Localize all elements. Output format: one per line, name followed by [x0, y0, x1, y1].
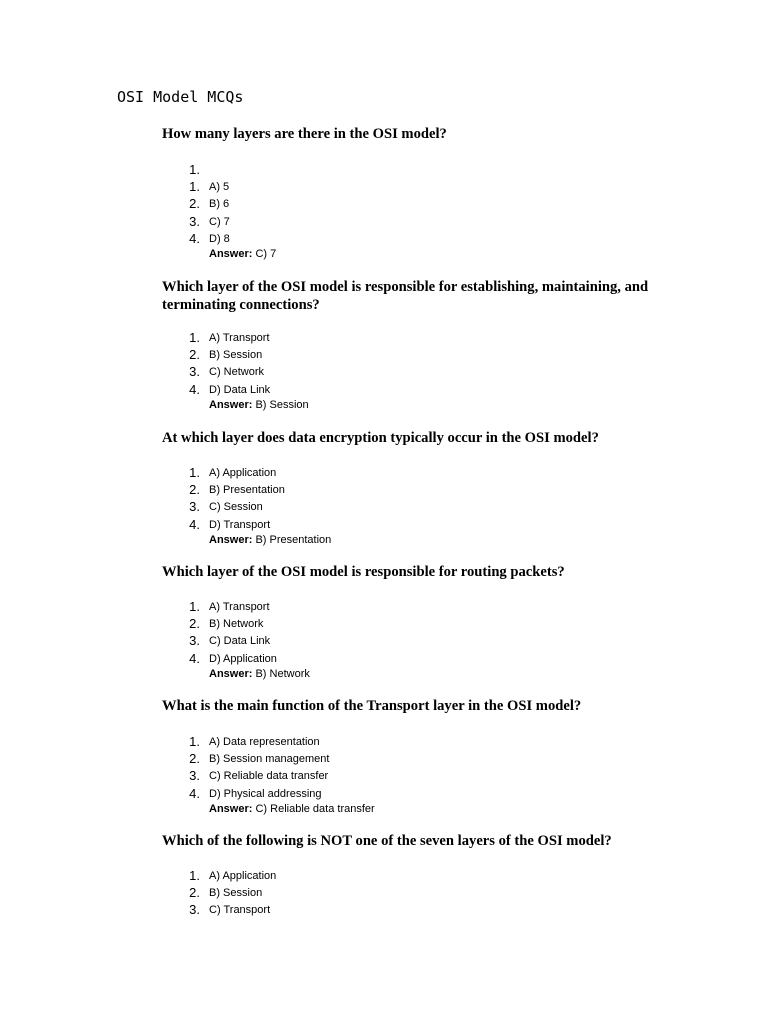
- option-number: 1.: [189, 734, 200, 749]
- option-text: D) Physical addressing: [209, 787, 322, 800]
- option-item: [180, 615, 580, 632]
- option-text: A) Transport: [209, 601, 270, 613]
- option-text: D) Transport: [209, 518, 271, 531]
- answer-label: Answer:: [209, 533, 253, 546]
- option-list: [180, 161, 580, 262]
- option-number: 1.: [189, 868, 200, 883]
- option-item: [180, 329, 580, 346]
- option-item: [180, 363, 580, 380]
- option-list: [180, 598, 580, 682]
- option-item: [180, 884, 580, 901]
- option-text: A) Application: [209, 467, 277, 479]
- option-item: [180, 767, 580, 784]
- option-text: B) Presentation: [209, 484, 285, 497]
- option-item: [180, 785, 580, 802]
- option-list: [180, 867, 580, 919]
- option-number: 3.: [189, 213, 200, 229]
- option-list: [180, 329, 580, 413]
- option-number: 4.: [189, 785, 200, 801]
- option-number: 2.: [189, 347, 200, 363]
- option-number: 2.: [189, 751, 200, 767]
- option-text: B) Network: [209, 618, 264, 631]
- option-text: C) Reliable data transfer: [209, 770, 329, 783]
- option-number: 3.: [189, 633, 200, 649]
- option-number: 3.: [189, 364, 200, 380]
- option-text: A) Data representation: [209, 736, 320, 748]
- option-number: 4.: [189, 650, 200, 666]
- answer-label: Answer:: [209, 247, 253, 260]
- option-number: 4.: [189, 381, 200, 397]
- answer-label: Answer:: [209, 802, 253, 815]
- option-item: [180, 230, 580, 247]
- option-number: 2.: [189, 616, 200, 632]
- option-number: 4.: [189, 230, 200, 246]
- option-number: 3.: [189, 902, 200, 918]
- question-text: Which layer of the OSI model is responsible for establishing, maintaining, and terminating connections?: [162, 279, 649, 313]
- option-number: 3.: [189, 768, 200, 784]
- option-item: [180, 632, 580, 649]
- option-text: C) 7: [209, 215, 230, 228]
- answer-line: [180, 533, 580, 548]
- option-item: [180, 481, 580, 498]
- option-item: [180, 195, 580, 212]
- answer-line: [180, 247, 580, 262]
- option-text: B) Session: [209, 349, 263, 362]
- page-title: OSI Model MCQs: [117, 88, 244, 106]
- option-item: [180, 516, 580, 533]
- option-item: [180, 901, 580, 918]
- answer-line: [180, 802, 580, 817]
- option-text: D) Application: [209, 652, 277, 665]
- option-item: [180, 867, 580, 884]
- option-text: B) 6: [209, 198, 230, 211]
- option-item: [180, 750, 580, 767]
- option-number: 2.: [189, 482, 200, 498]
- option-item: [180, 464, 580, 481]
- answer-line: [180, 667, 580, 682]
- option-item: [180, 346, 580, 363]
- option-number: 1.: [189, 179, 200, 195]
- option-number: 2.: [189, 196, 200, 212]
- option-number: 4.: [189, 516, 200, 532]
- option-text: C) Transport: [209, 904, 271, 917]
- option-list: [180, 464, 580, 548]
- answer-value: B) Presentation: [255, 533, 332, 546]
- option-number: 1.: [189, 162, 200, 177]
- option-item: [180, 733, 580, 750]
- option-number: 3.: [189, 499, 200, 515]
- option-text: C) Data Link: [209, 635, 271, 648]
- option-text: D) 8: [209, 232, 230, 245]
- option-text: C) Session: [209, 501, 263, 514]
- option-text: A) 5: [209, 181, 230, 194]
- option-item: [180, 213, 580, 230]
- answer-value: B) Network: [255, 667, 310, 680]
- answer-value: C) Reliable data transfer: [255, 802, 375, 815]
- option-item: [180, 381, 580, 398]
- option-item: [180, 598, 580, 615]
- question-text: What is the main function of the Transport layer in the OSI model?: [162, 698, 582, 714]
- option-item: [180, 161, 580, 178]
- option-text: A) Application: [209, 870, 277, 882]
- answer-label: Answer:: [209, 667, 253, 680]
- option-item: [180, 178, 580, 195]
- option-text: B) Session management: [209, 753, 330, 766]
- question-text: At which layer does data encryption typically occur in the OSI model?: [162, 430, 599, 446]
- question-text: How many layers are there in the OSI model?: [162, 126, 447, 142]
- option-text: A) Transport: [209, 332, 270, 344]
- option-item: [180, 498, 580, 515]
- answer-line: [180, 398, 580, 413]
- question-text: Which of the following is NOT one of the seven layers of the OSI model?: [162, 833, 612, 849]
- answer-value: B) Session: [255, 398, 309, 411]
- option-text: B) Session: [209, 887, 263, 900]
- answer-label: Answer:: [209, 398, 253, 411]
- option-number: 1.: [189, 465, 200, 480]
- option-number: 2.: [189, 885, 200, 901]
- option-list: [180, 733, 580, 817]
- option-text: D) Data Link: [209, 383, 271, 396]
- option-number: 1.: [189, 599, 200, 614]
- question-text: Which layer of the OSI model is responsible for routing packets?: [162, 564, 565, 580]
- answer-value: C) 7: [255, 247, 277, 260]
- option-text: C) Network: [209, 366, 265, 379]
- option-number: 1.: [189, 330, 200, 345]
- option-item: [180, 650, 580, 667]
